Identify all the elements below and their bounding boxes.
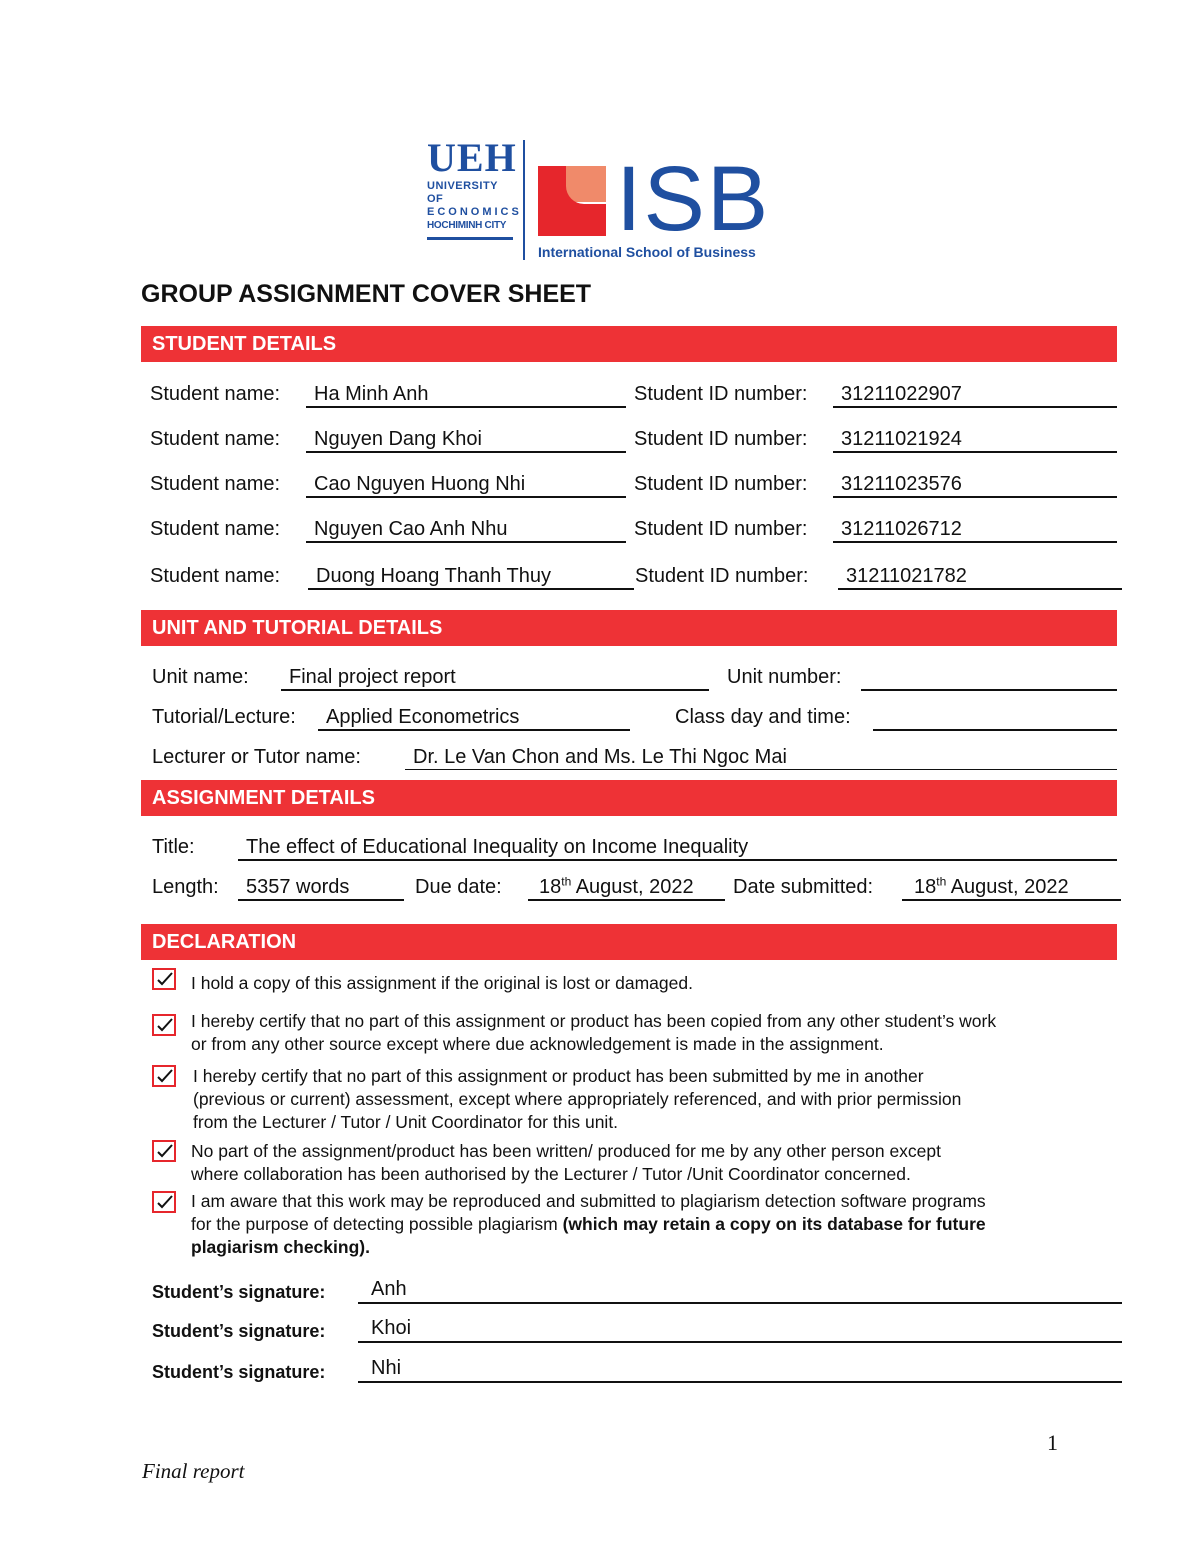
- checkmark-icon: [156, 1017, 174, 1033]
- student-name-field[interactable]: Nguyen Dang Khoi: [306, 427, 626, 453]
- student-name-field[interactable]: Cao Nguyen Huong Nhi: [306, 472, 626, 498]
- declaration-line: (previous or current) assessment, except where appropriately referenced, and with prior permission: [193, 1089, 962, 1109]
- signature-label: Student’s signature:: [152, 1282, 326, 1302]
- student-name-label: Student name:: [150, 565, 281, 587]
- student-id-field[interactable]: 31211022907: [833, 382, 1117, 408]
- student-id-label: Student ID number:: [634, 518, 808, 540]
- checkmark-icon: [156, 1143, 174, 1159]
- student-name-label: Student name:: [150, 473, 281, 495]
- page-title: GROUP ASSIGNMENT COVER SHEET: [141, 280, 592, 308]
- declaration-checkbox-5[interactable]: [152, 1191, 176, 1213]
- checkmark-icon: [156, 1068, 174, 1084]
- declaration-text-2: [191, 1010, 996, 1056]
- student-id-field[interactable]: 31211023576: [833, 472, 1117, 498]
- declaration-line: or from any other source except where due acknowledgement is made in the assignment.: [191, 1034, 884, 1054]
- declaration-text-5: [191, 1190, 986, 1259]
- student-name-label: Student name:: [150, 383, 281, 405]
- class-day-field[interactable]: [873, 705, 1117, 731]
- declaration-line: I hereby certify that no part of this assignment or product has been submitted by me in another: [193, 1066, 924, 1086]
- unit-name-label: Unit name:: [152, 666, 249, 688]
- unit-name-field[interactable]: Final project report: [281, 665, 709, 691]
- declaration-checkbox-1[interactable]: [152, 968, 176, 990]
- declaration-text-4: [191, 1140, 941, 1186]
- student-id-label: Student ID number:: [634, 383, 808, 405]
- due-date-suffix: th: [561, 874, 572, 889]
- student-id-field[interactable]: 31211021924: [833, 427, 1117, 453]
- declaration-line-mixed: [191, 1213, 986, 1236]
- ueh-logo-title: UEH: [427, 135, 517, 180]
- date-submitted-rest: August, 2022: [946, 876, 1069, 898]
- section-assignment-details: ASSIGNMENT DETAILS: [141, 780, 1117, 816]
- tutorial-field[interactable]: Applied Econometrics: [318, 705, 630, 731]
- isb-logo-letters: ISB: [616, 148, 771, 250]
- signature-label: Student’s signature:: [152, 1321, 326, 1341]
- signature-field[interactable]: Anh: [358, 1278, 1122, 1304]
- date-submitted-day: 18: [914, 876, 937, 898]
- declaration-line-bold: plagiarism checking).: [191, 1237, 370, 1257]
- declaration-line: I hold a copy of this assignment if the original is lost or damaged.: [191, 973, 693, 993]
- declaration-line: I am aware that this work may be reproduced and submitted to plagiarism detection software programs: [191, 1191, 986, 1211]
- date-submitted-field[interactable]: [902, 875, 1121, 901]
- section-unit-details: UNIT AND TUTORIAL DETAILS: [141, 610, 1117, 646]
- isb-logo-subtitle: International School of Business: [538, 244, 756, 260]
- declaration-checkbox-2[interactable]: [152, 1014, 176, 1036]
- isb-logo-mark: [538, 166, 618, 236]
- due-date-day: 18: [539, 876, 562, 898]
- declaration-text-1: [191, 972, 693, 995]
- ueh-logo-line1: UNIVERSITY OF: [427, 180, 498, 205]
- declaration-line: I hereby certify that no part of this assignment or product has been copied from any other student’s work: [191, 1011, 997, 1031]
- due-date-label: Due date:: [415, 876, 502, 898]
- declaration-line: from the Lecturer / Tutor / Unit Coordinator for this unit.: [193, 1112, 619, 1132]
- isb-logo: [538, 148, 778, 266]
- student-name-label: Student name:: [150, 518, 281, 540]
- ueh-logo-line2: ECONOMICS: [427, 206, 522, 218]
- declaration-line: No part of the assignment/product has been written/ produced for me by any other person except: [191, 1141, 942, 1161]
- checkmark-icon: [156, 971, 174, 987]
- length-field[interactable]: 5357 words: [238, 875, 404, 901]
- student-id-field[interactable]: 31211021782: [838, 564, 1122, 590]
- signature-field[interactable]: Nhi: [358, 1357, 1122, 1383]
- checkmark-icon: [156, 1194, 174, 1210]
- student-name-field[interactable]: Duong Hoang Thanh Thuy: [308, 564, 634, 590]
- declaration-checkbox-4[interactable]: [152, 1140, 176, 1162]
- due-date-field[interactable]: [528, 875, 725, 901]
- unit-number-label: Unit number:: [727, 666, 842, 688]
- logo-divider: [523, 140, 525, 260]
- student-name-field[interactable]: Nguyen Cao Anh Nhu: [306, 517, 626, 543]
- student-name-field[interactable]: Ha Minh Anh: [306, 382, 626, 408]
- date-submitted-label: Date submitted:: [733, 876, 874, 898]
- student-id-label: Student ID number:: [635, 565, 809, 587]
- declaration-line-bold: (which may retain a copy on its database for future: [562, 1214, 986, 1234]
- declaration-text-3: [193, 1065, 961, 1134]
- lecturer-label: Lecturer or Tutor name:: [152, 746, 361, 768]
- student-name-label: Student name:: [150, 428, 281, 450]
- signature-label: Student’s signature:: [152, 1362, 326, 1382]
- class-day-label: Class day and time:: [675, 706, 851, 728]
- length-label: Length:: [152, 876, 219, 898]
- student-id-label: Student ID number:: [634, 428, 808, 450]
- due-date-rest: August, 2022: [571, 876, 694, 898]
- page-number: 1: [1047, 1430, 1058, 1455]
- title-field[interactable]: The effect of Educational Inequality on Income Inequality: [238, 835, 1117, 861]
- ueh-logo-line3: HOCHIMINH CITY: [427, 220, 507, 231]
- student-id-field[interactable]: 31211026712: [833, 517, 1117, 543]
- section-declaration: DECLARATION: [141, 924, 1117, 960]
- date-submitted-suffix: th: [936, 874, 947, 889]
- lecturer-field[interactable]: Dr. Le Van Chon and Ms. Le Thi Ngoc Mai: [405, 745, 1117, 770]
- tutorial-label: Tutorial/Lecture:: [152, 706, 296, 728]
- title-label: Title:: [152, 836, 195, 858]
- declaration-line: where collaboration has been authorised by the Lecturer / Tutor /Unit Coordinator concerned.: [191, 1164, 911, 1184]
- declaration-checkbox-3[interactable]: [152, 1065, 176, 1087]
- ueh-logo: [427, 135, 522, 231]
- unit-number-field[interactable]: [861, 665, 1117, 691]
- section-student-details: STUDENT DETAILS: [141, 326, 1117, 362]
- footer-text: Final report: [142, 1459, 245, 1483]
- declaration-line-plain: for the purpose of detecting possible plagiarism: [191, 1214, 563, 1234]
- student-id-label: Student ID number:: [634, 473, 808, 495]
- ueh-logo-underline: [427, 237, 513, 240]
- signature-field[interactable]: Khoi: [358, 1317, 1122, 1343]
